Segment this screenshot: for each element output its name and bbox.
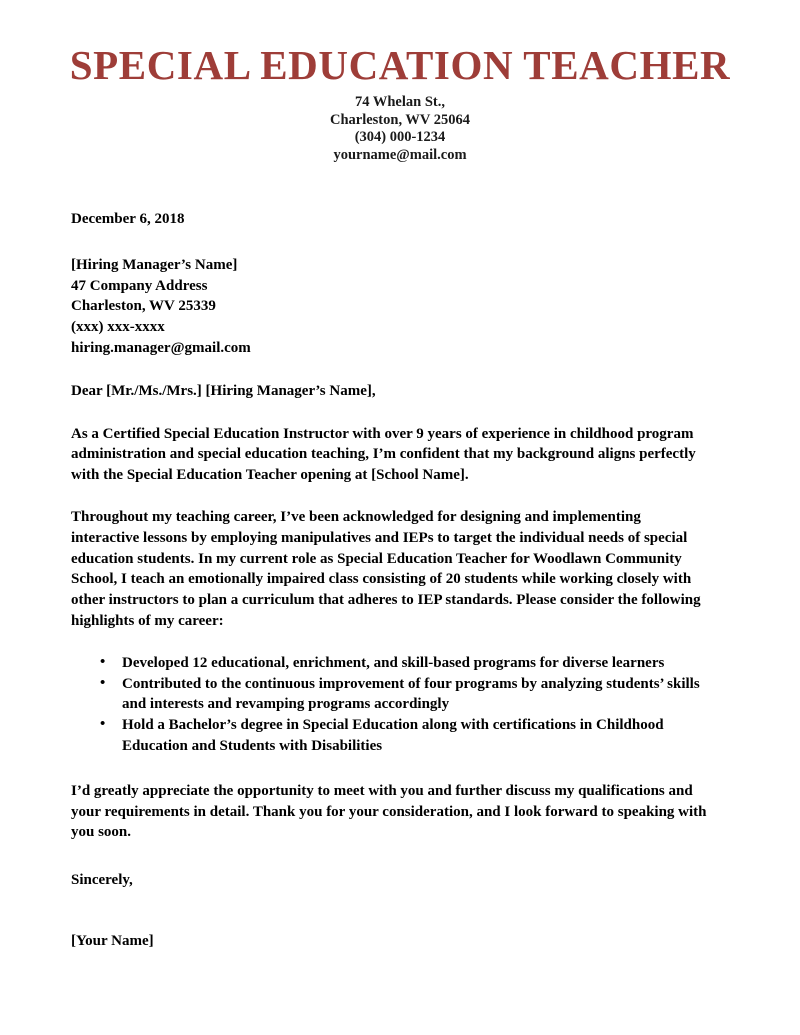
letter-date: December 6, 2018 <box>71 211 185 227</box>
signoff: Sincerely, <box>71 872 133 889</box>
letterhead <box>0 0 800 164</box>
recipient-address-block <box>71 255 710 359</box>
list-item: • Developed 12 educational, enrichment, and skill-based programs for diverse learners <box>100 653 710 674</box>
body-paragraph-2: Throughout my teaching career, I’ve been acknowledged for designing and implementing interactive lessons by employing manipulatives and IEPs to target the individual needs of special education students. In my current role as Special Education Teacher for Woodlawn Community School, I teach an emotionally impaired class consisting of 20 students while working closely with other instructors to plan a curriculum that adheres to IEP standards. Please consider the following highlights of my career: <box>71 508 701 629</box>
sender-phone: (304) 000-1234 <box>354 129 446 145</box>
body-paragraph-1: As a Certified Special Education Instructor with over 9 years of experience in childhood program administration and special education teaching, I’m confident that my background aligns perfectly with the Special Education Teacher opening at [School Name]. <box>71 425 696 484</box>
recipient-phone: (xxx) xxx-xxxx <box>71 319 165 336</box>
closing-paragraph: I’d greatly appreciate the opportunity to meet with you and further discuss my qualifications and your requirements in detail. Thank you for your consideration, and I look forward to speaking with you soon. <box>71 782 707 841</box>
sender-city-state-zip: Charleston, WV 25064 <box>329 111 471 128</box>
recipient-city-state-zip: Charleston, WV 25339 <box>71 298 216 315</box>
list-item: • Contributed to the continuous improvement of four programs by analyzing students’ skills and interests and revamping programs accordingly <box>100 674 710 716</box>
sender-street: 74 Whelan St., <box>355 94 445 110</box>
salutation: Dear [Mr./Ms./Mrs.] [Hiring Manager’s Name], <box>71 382 376 399</box>
list-item: • Hold a Bachelor’s degree in Special Education along with certifications in Childhood Education and Students with Disabilities <box>100 715 710 757</box>
page-title: SPECIAL EDUCATION TEACHER <box>69 42 731 88</box>
recipient-name: [Hiring Manager’s Name] <box>71 256 238 273</box>
recipient-address: 47 Company Address <box>71 277 208 294</box>
recipient-email: hiring.manager@gmail.com <box>71 339 251 356</box>
signature-name: [Your Name] <box>71 932 154 949</box>
sender-contact-block <box>0 94 800 164</box>
sender-email: yourname@mail.com <box>333 146 467 163</box>
letter-body <box>0 209 800 952</box>
career-highlights-list <box>71 653 710 757</box>
